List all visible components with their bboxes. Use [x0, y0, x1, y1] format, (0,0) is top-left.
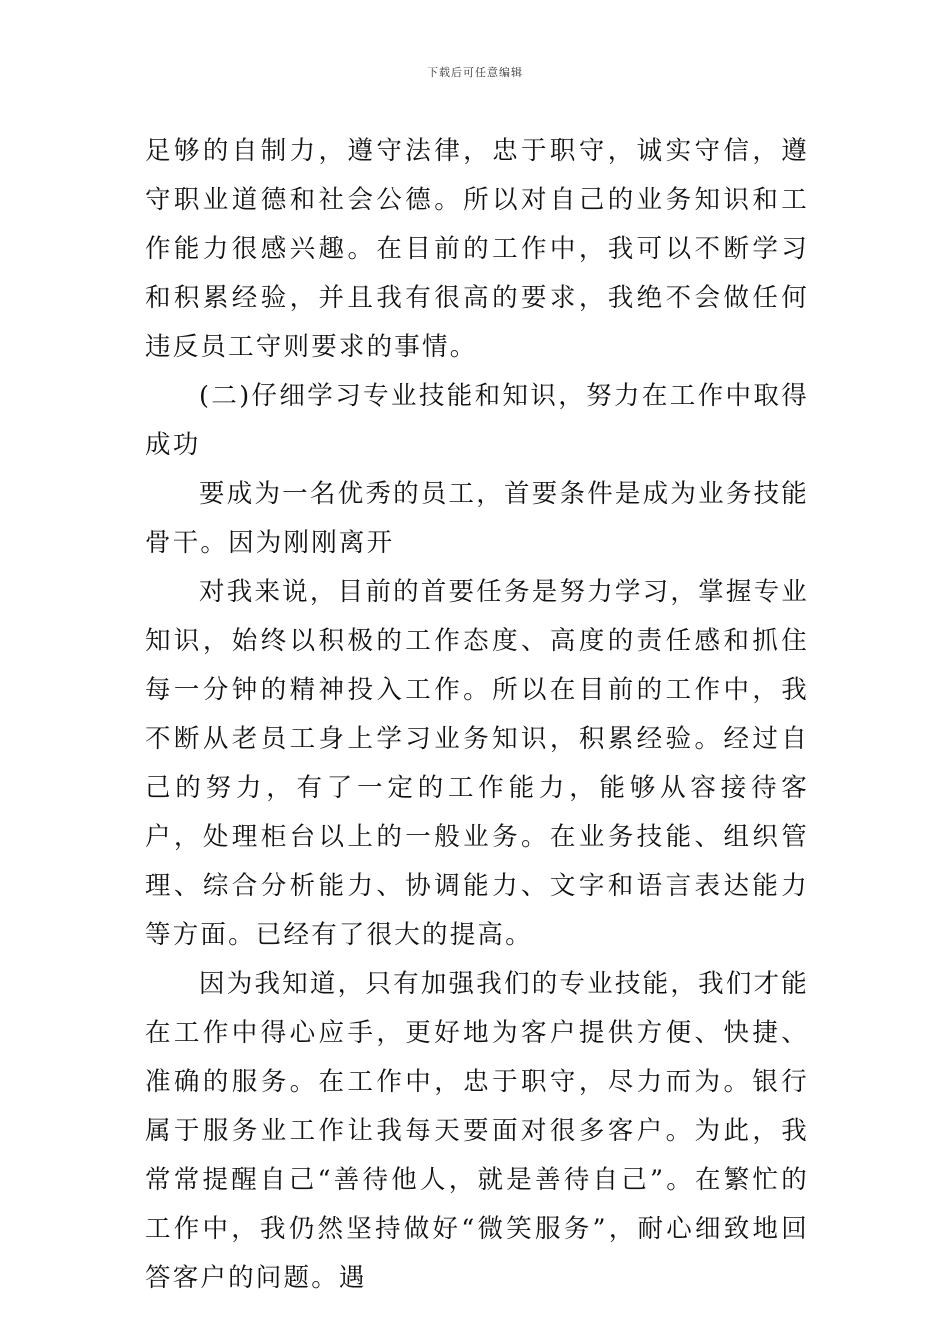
paragraph-4: 对我来说，目前的首要任务是努力学习，掌握专业知识，始终以积极的工作态度、高度的责任感和抓住每一分钟的精神投入工作。所以在目前的工作中，我不断从老员工身上学习业务知识，积累经验。经过自己的努力，有了一定的工作能力，能够从容接待客户，处理柜台以上的一般业务。在业务技能、组织管理、综合分析能力、协调能力、文字和语言表达能力等方面。已经有了很大的提高。 [145, 577, 809, 950]
paragraph-1: 足够的自制力，遵守法律，忠于职守，诚实守信，遵守职业道德和社会公德。所以对自己的业务知识和工作能力很感兴趣。在目前的工作中，我可以不断学习和积累经验，并且我有很高的要求，我绝不会做任何违反员工守则要求的事情。 [145, 136, 809, 362]
paragraph-5: 因为我知道，只有加强我们的专业技能，我们才能在工作中得心应手，更好地为客户提供方便、快捷、准确的服务。在工作中，忠于职守，尽力而为。银行属于服务业工作让我每天要面对很多客户。为此，我常常提醒自己“善待他人，就是善待自己”。在繁忙的工作中，我仍然坚持做好“微笑服务”，耐心细致地回答客户的问题。遇 [145, 969, 809, 1293]
page-header-note: 下载后可任意编辑 [427, 66, 523, 79]
document-body [145, 127, 809, 1303]
paragraph-2-heading: (二)仔细学习专业技能和知识，努力在工作中取得成功 [145, 381, 809, 460]
paragraph-3: 要成为一名优秀的员工，首要条件是成为业务技能骨干。因为刚刚离开 [145, 479, 809, 558]
